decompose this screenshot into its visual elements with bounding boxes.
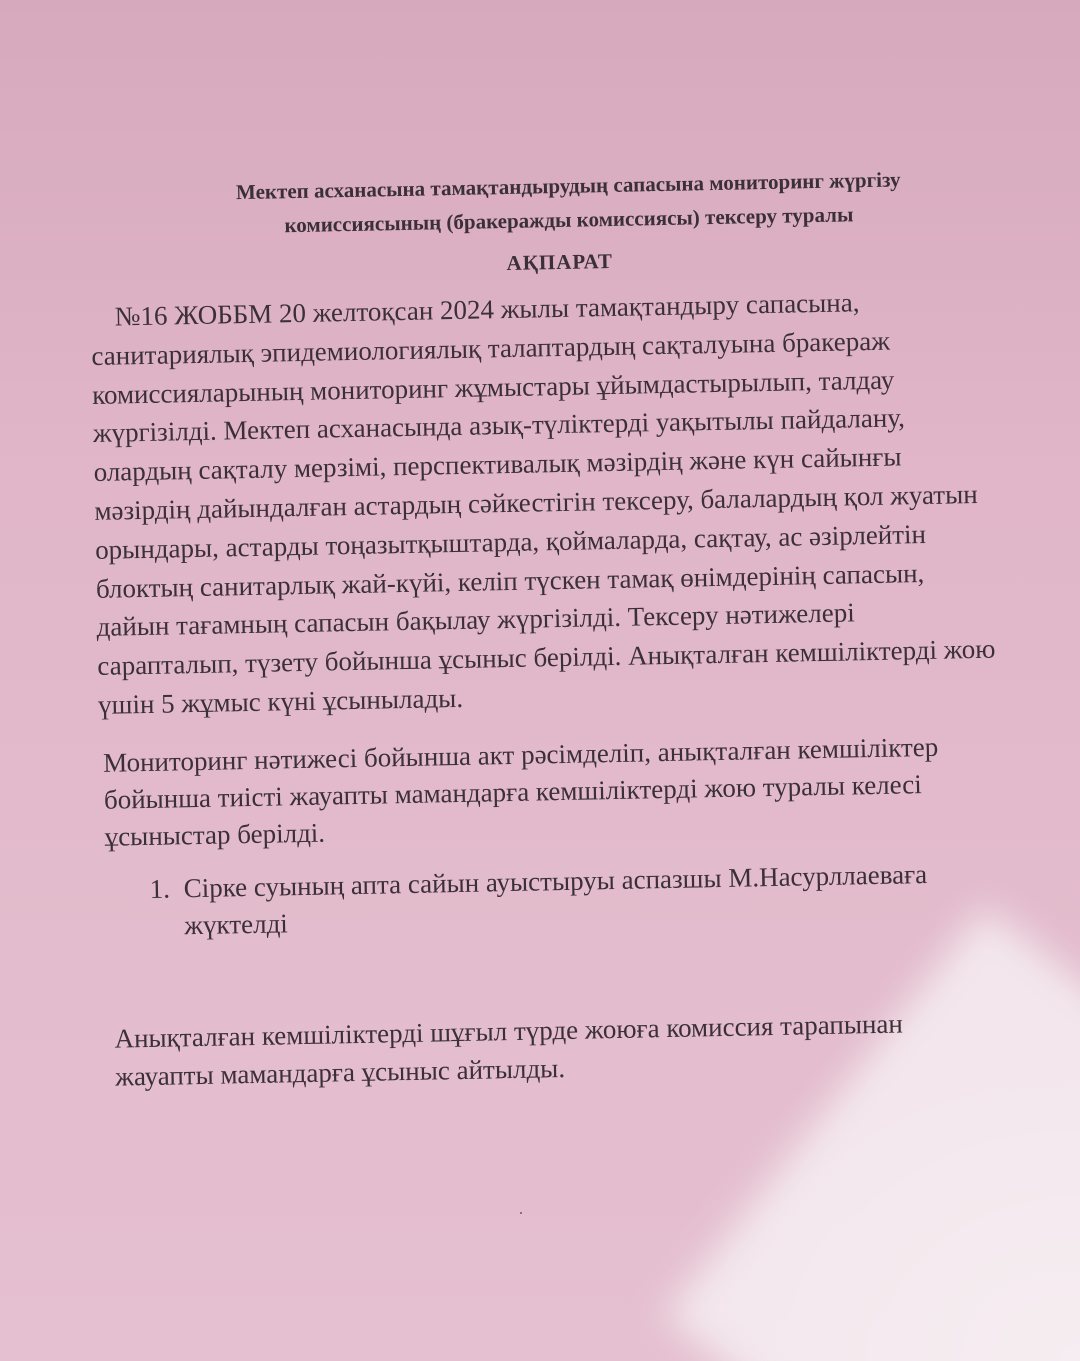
list-item-number: 1. (149, 873, 171, 904)
paper-speck (520, 1212, 522, 1214)
paragraph-1: №16 ЖОББМ 20 желтоқсан 2024 жылы тамақтандыру сапасына, санитариялық эпидемиологиялық талаптардың сақталуына бракераж комиссияларының мониторинг жұмыстары ұйымдастырылып, талдау жүргізілді. Мектеп асханасында азық-түліктерді уақытылы пайдалану, олардың сақталу мерзімі, перспективалық мәзірдің және күн сайынғы мәзірдің дайындалған астардың сәйкестігін тексеру, балалардың қол жуатын орындары, астарды тоңазытқыштарда, қоймаларда, сақтау, ас әзірлейтін блоктың санитарлық жай-күйі, келіп түскен тамақ өнімдерінің сапасын, дайын тағамның сапасын бақылау жүргізілді. Тексеру нәтижелері сарапталып, түзету бойынша ұсыныс берілді. Анықталған кемшіліктерді жою үшін 5 жұмыс күні ұсынылады. (91, 287, 996, 720)
document-title (88, 161, 989, 246)
document-body (88, 161, 1005, 1096)
list-item-text: Сірке суының апта сайын ауыстыруы аспазшы М.Насурллаеваға жүктелді (183, 858, 928, 941)
paragraph-3: Анықталған кемшіліктерді шұғыл түрде жоюға комиссия тарапынан жауапты мамандарға ұсыныс айтылды. (114, 1008, 904, 1092)
recommendations-list (101, 854, 1002, 945)
title-line-2: комиссиясының (бракеражды комиссиясы) тексеру туралы (284, 202, 854, 238)
document-heading: АҚПАРАТ (506, 248, 614, 275)
list-item (149, 854, 1002, 944)
title-line-1: Мектеп асханасына тамақтандырудың сапасына мониторинг жүргізу (235, 167, 901, 205)
paragraph-2: Мониторинг нәтижесі бойынша акт рәсімделіп, анықталған кемшіліктер бойынша тиісті жауапты мамандарға кемшіліктерді жою туралы келесі ұсыныстар берілді. (102, 731, 939, 852)
